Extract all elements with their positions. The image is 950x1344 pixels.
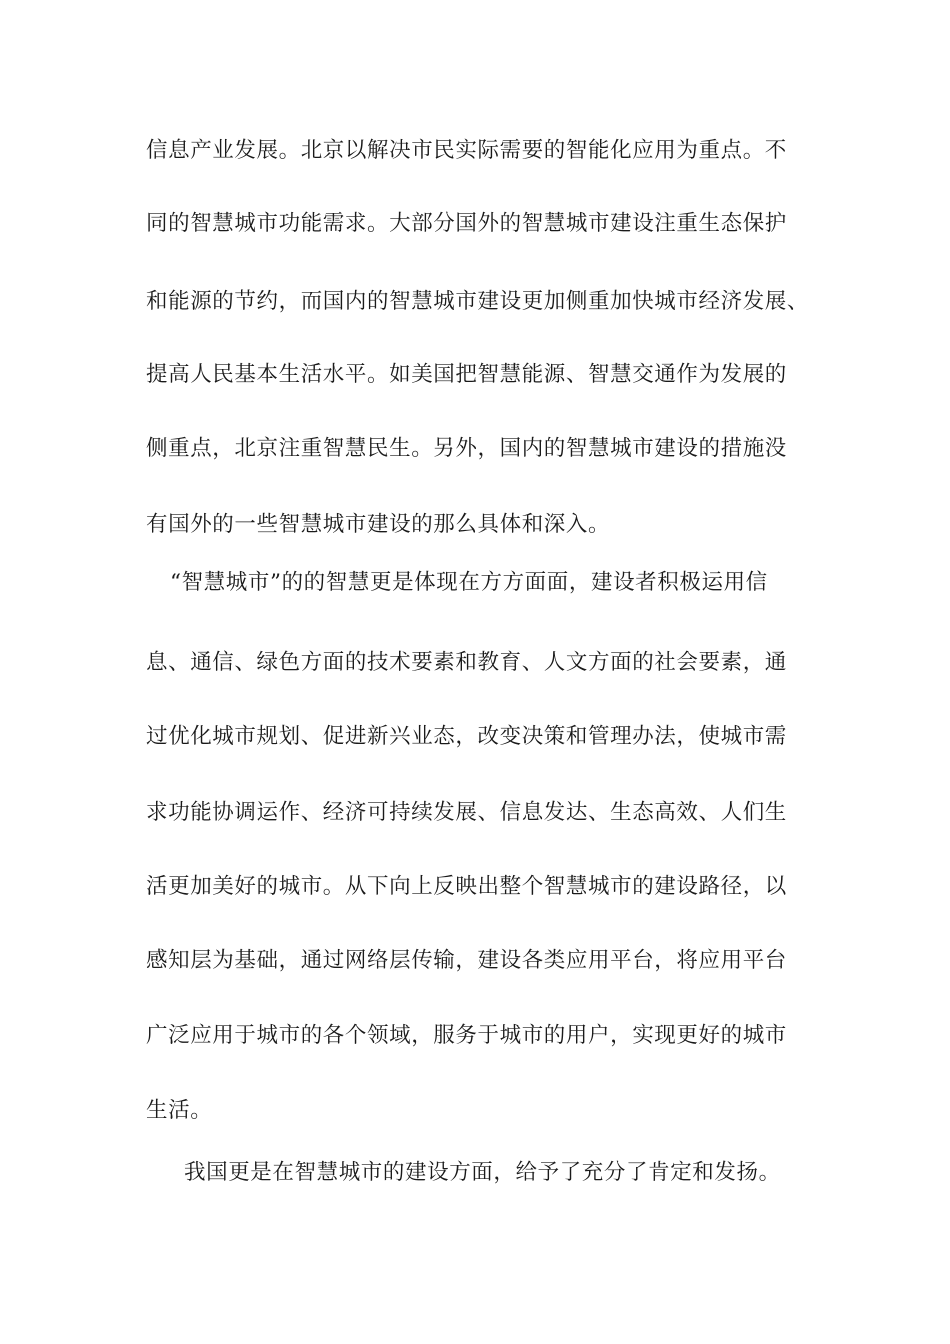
text-line-12: 感知层为基础，通过网络层传输，建设各类应用平台，将应用平台 bbox=[146, 948, 787, 973]
text-line-9: 过优化城市规划、促进新兴业态，改变决策和管理办法，使城市需 bbox=[146, 724, 787, 749]
text-line-4: 提高人民基本生活水平。如美国把智慧能源、智慧交通作为发展的 bbox=[146, 362, 787, 387]
text-line-3: 和能源的节约，而国内的智慧城市建设更加侧重加快城市经济发展、 bbox=[146, 289, 810, 314]
text-line-15-paragraph-start: 我国更是在智慧城市的建设方面，给予了充分了肯定和发扬。 bbox=[184, 1160, 781, 1185]
text-line-14: 生活。 bbox=[146, 1098, 213, 1123]
text-line-5: 侧重点，北京注重智慧民生。另外，国内的智慧城市建设的措施没 bbox=[146, 436, 787, 461]
text-line-2: 同的智慧城市功能需求。大部分国外的智慧城市建设注重生态保护 bbox=[146, 211, 787, 236]
text-line-6: 有国外的一些智慧城市建设的那么具体和深入。 bbox=[146, 512, 611, 537]
text-line-8: 息、通信、绿色方面的技术要素和教育、人文方面的社会要素，通 bbox=[146, 650, 787, 675]
text-line-11: 活更加美好的城市。从下向上反映出整个智慧城市的建设路径，以 bbox=[146, 874, 787, 899]
text-line-10: 求功能协调运作、经济可持续发展、信息发达、生态高效、人们生 bbox=[146, 800, 787, 825]
text-line-7-paragraph-start: “智慧城市”的的智慧更是体现在方方面面，建设者积极运用信 bbox=[170, 570, 768, 595]
text-line-13: 广泛应用于城市的各个领域，服务于城市的用户，实现更好的城市 bbox=[146, 1023, 787, 1048]
text-line-1: 信息产业发展。北京以解决市民实际需要的智能化应用为重点。不 bbox=[146, 138, 787, 163]
